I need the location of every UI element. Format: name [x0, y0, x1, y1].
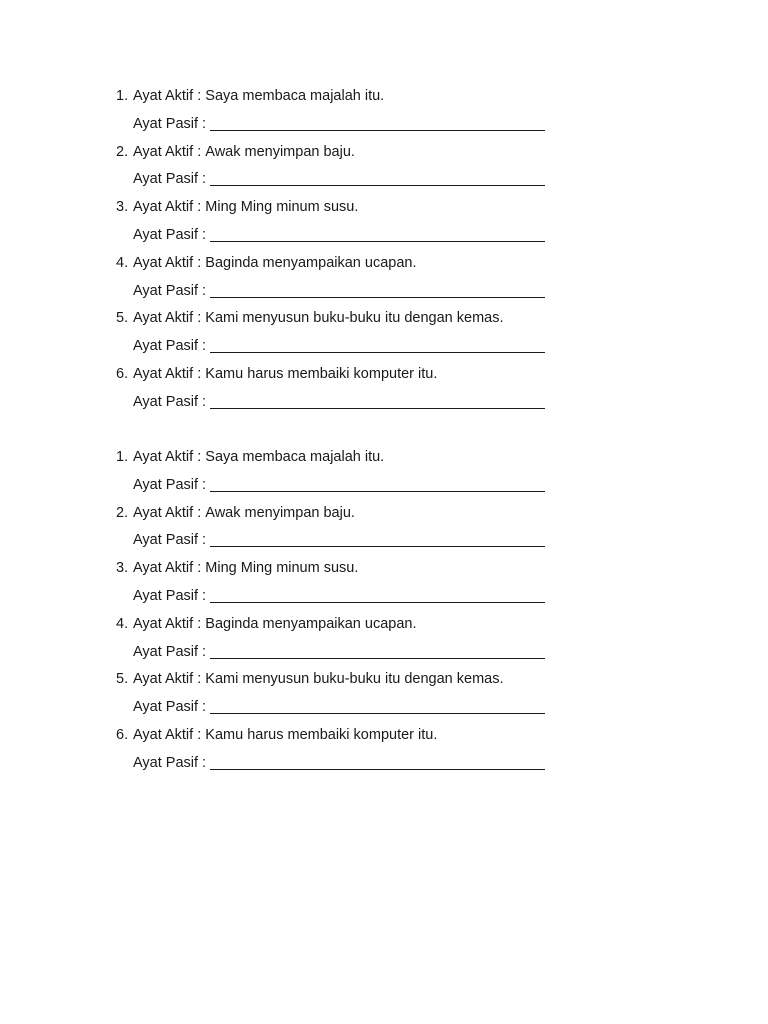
exercise-item-4	[116, 253, 576, 309]
passive-label: Ayat Pasif :	[133, 754, 207, 771]
item-number: 1.	[116, 449, 129, 465]
passive-label: Ayat Pasif :	[133, 171, 207, 188]
passive-label: Ayat Pasif :	[133, 699, 207, 716]
passive-sentence-row	[116, 697, 576, 725]
passive-label: Ayat Pasif :	[133, 115, 207, 132]
active-label: Ayat Aktif :	[133, 254, 202, 271]
active-label: Ayat Aktif :	[133, 504, 202, 521]
passive-answer-blank[interactable]	[210, 753, 545, 770]
passive-answer-blank[interactable]	[210, 697, 545, 714]
passive-answer-blank[interactable]	[210, 642, 545, 659]
passive-label: Ayat Pasif :	[133, 282, 207, 299]
active-sentence: Baginda menyampaikan ucapan.	[205, 254, 417, 271]
active-label: Ayat Aktif :	[133, 671, 202, 688]
passive-label: Ayat Pasif :	[133, 393, 207, 410]
exercise-section-2	[116, 447, 576, 781]
active-sentence: Awak menyimpan baju.	[205, 504, 355, 521]
passive-sentence-row	[116, 753, 576, 781]
active-sentence-row	[116, 503, 576, 531]
exercise-item-2	[116, 142, 576, 198]
active-sentence-row	[116, 725, 576, 753]
passive-answer-blank[interactable]	[210, 336, 545, 353]
active-sentence: Kamu harus membaiki komputer itu.	[205, 365, 438, 382]
active-sentence: Kamu harus membaiki komputer itu.	[205, 726, 438, 743]
item-number: 4.	[116, 615, 129, 632]
exercise-item-3	[116, 197, 576, 253]
item-number: 6.	[116, 365, 129, 382]
active-sentence: Saya membaca majalah itu.	[205, 88, 385, 104]
active-sentence: Awak menyimpan baju.	[205, 143, 355, 160]
exercise-item-6	[116, 725, 576, 781]
active-sentence: Kami menyusun buku-buku itu dengan kemas.	[205, 671, 504, 688]
exercise-item-1	[116, 447, 576, 503]
passive-answer-blank[interactable]	[210, 114, 545, 131]
active-sentence-row	[116, 558, 576, 586]
active-sentence-row	[116, 253, 576, 281]
passive-sentence-row	[116, 586, 576, 614]
passive-label: Ayat Pasif :	[133, 532, 207, 549]
item-number: 2.	[116, 143, 129, 160]
exercise-item-2	[116, 503, 576, 559]
passive-answer-blank[interactable]	[210, 169, 545, 186]
active-label: Ayat Aktif :	[133, 726, 202, 743]
active-sentence-row	[116, 142, 576, 170]
passive-sentence-row	[116, 225, 576, 253]
exercise-section-1	[116, 86, 576, 420]
active-sentence-row	[116, 614, 576, 642]
active-label: Ayat Aktif :	[133, 88, 202, 104]
passive-sentence-row	[116, 336, 576, 364]
passive-label: Ayat Pasif :	[133, 226, 207, 243]
item-number: 3.	[116, 199, 129, 216]
passive-sentence-row	[116, 530, 576, 558]
passive-label: Ayat Pasif :	[133, 476, 207, 493]
exercise-item-6	[116, 364, 576, 420]
passive-answer-blank[interactable]	[210, 392, 545, 409]
exercise-item-1	[116, 86, 576, 142]
active-sentence-row	[116, 447, 576, 475]
active-sentence: Ming Ming minum susu.	[205, 560, 359, 577]
active-label: Ayat Aktif :	[133, 199, 202, 216]
active-sentence: Baginda menyampaikan ucapan.	[205, 615, 417, 632]
passive-sentence-row	[116, 169, 576, 197]
active-sentence-row	[116, 86, 576, 114]
active-label: Ayat Aktif :	[133, 449, 202, 465]
passive-sentence-row	[116, 475, 576, 503]
exercise-item-3	[116, 558, 576, 614]
item-number: 5.	[116, 310, 129, 327]
active-label: Ayat Aktif :	[133, 560, 202, 577]
active-label: Ayat Aktif :	[133, 615, 202, 632]
passive-sentence-row	[116, 114, 576, 142]
active-sentence: Saya membaca majalah itu.	[205, 449, 385, 465]
active-sentence-row	[116, 197, 576, 225]
item-number: 4.	[116, 254, 129, 271]
exercise-item-5	[116, 308, 576, 364]
passive-label: Ayat Pasif :	[133, 643, 207, 660]
item-number: 5.	[116, 671, 129, 688]
passive-sentence-row	[116, 281, 576, 309]
exercise-item-5	[116, 669, 576, 725]
active-sentence-row	[116, 308, 576, 336]
passive-label: Ayat Pasif :	[133, 338, 207, 355]
exercise-item-4	[116, 614, 576, 670]
passive-sentence-row	[116, 392, 576, 420]
item-number: 2.	[116, 504, 129, 521]
active-sentence-row	[116, 364, 576, 392]
active-label: Ayat Aktif :	[133, 143, 202, 160]
passive-sentence-row	[116, 642, 576, 670]
active-label: Ayat Aktif :	[133, 365, 202, 382]
passive-answer-blank[interactable]	[210, 586, 545, 603]
active-sentence: Ming Ming minum susu.	[205, 199, 359, 216]
passive-label: Ayat Pasif :	[133, 587, 207, 604]
item-number: 3.	[116, 560, 129, 577]
passive-answer-blank[interactable]	[210, 225, 545, 242]
active-sentence: Kami menyusun buku-buku itu dengan kemas.	[205, 310, 504, 327]
active-label: Ayat Aktif :	[133, 310, 202, 327]
passive-answer-blank[interactable]	[210, 475, 545, 492]
active-sentence-row	[116, 669, 576, 697]
item-number: 6.	[116, 726, 129, 743]
passive-answer-blank[interactable]	[210, 530, 545, 547]
passive-answer-blank[interactable]	[210, 281, 545, 298]
item-number: 1.	[116, 88, 129, 104]
